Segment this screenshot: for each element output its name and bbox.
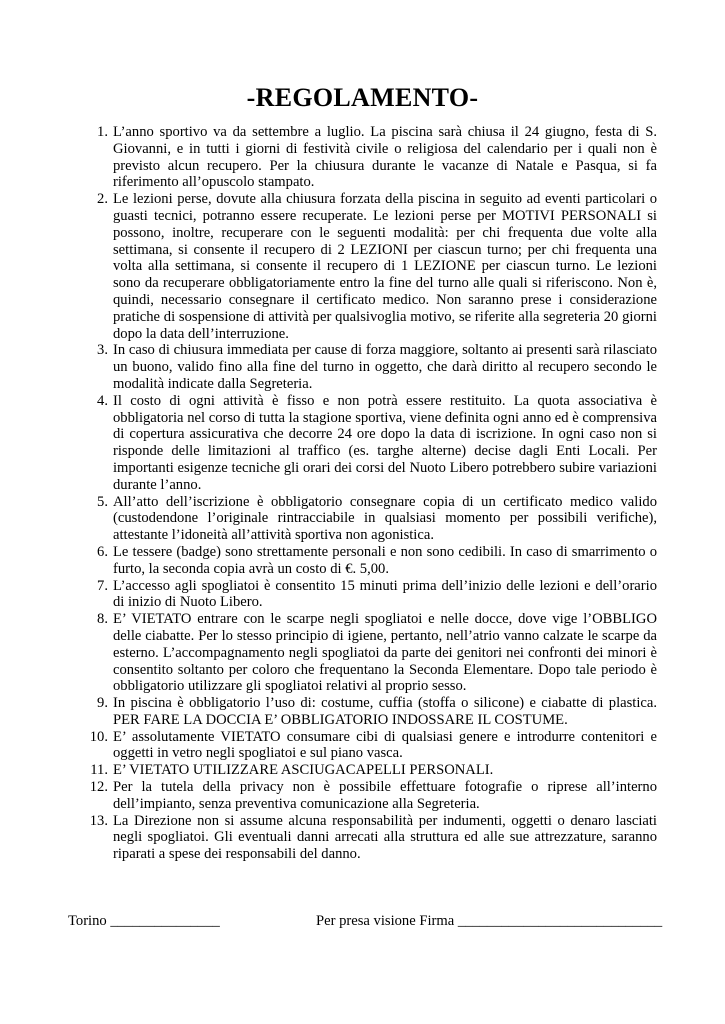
rule-text: In caso di chiusura immediata per cause di forza maggiore, soltanto ai presenti sarà rilasciato un buono, valido fino alla fine del turno in oggetto, che darà diritto al recupero secondo le modalità indicate dalla Segreteria. — [113, 342, 657, 392]
rule-text: Il costo di ogni attività è fisso e non potrà essere restituito. La quota associativa è obbligatoria nel corso di tutta la stagione sportiva, viene definita ogni anno ed è comprensiva di copertura assicurativa che decorre 24 ore dopo la data di iscrizione. In ogni caso non si risponde delle limitazioni al traffico (es. targhe alterne) decise dagli Enti Locali. Per importanti esigenze tecniche gli orari dei corsi del Nuoto Libero potrebbero subire variazioni durante l’anno. — [113, 392, 657, 493]
rule-text: La Direzione non si assume alcuna responsabilità per indumenti, oggetti o denaro lasciati negli spogliatoi. Gli eventuali danni arrecati alla struttura ed alle sue attrezzature, saranno riparati a spese dei responsabili del danno. — [113, 812, 657, 863]
rule-text: L’anno sportivo va da settembre a luglio. La piscina sarà chiusa il 24 giugno, festa di S. Giovanni, e in tutti i giorni di festività civile o religiosa del calendario per i quali non è previsto alcun recupero. Per la chiusura durante le vacanze di Natale e Pasqua, si fa riferimento all’opuscolo stampato. — [113, 124, 657, 191]
rule-item — [80, 342, 657, 392]
rule-text: Le lezioni perse, dovute alla chiusura forzata della piscina in seguito ad eventi particolari o guasti tecnici, potranno essere recuperate. Le lezioni perse per MOTIVI PERSONALI si possono, inoltre, recuperare con le seguenti modalità: per chi frequenta due volte alla settimana, si consente il recupero di 2 LEZIONI per ciascun turno; per chi frequenta una volta alla settimana, si consente il recupero di 1 LEZIONE per ciascun turno. Le lezioni sono da recuperare obbligatoriamente entro la fine del turno alle quali si riferiscono. Non è, quindi, necessario consegnare il certificato medico. Non saranno prese i considerazione pratiche di sospensione di attività per qualsivoglia motivo, se riferite alla segreteria 20 giorni dopo la data dell’interruzione. — [113, 191, 657, 342]
rule-text: In piscina è obbligatorio l’uso di: costume, cuffia (stoffa o silicone) e ciabatte di plastica. PER FARE LA DOCCIA E’ OBBLIGATORIO INDOSSARE IL COSTUME. — [113, 695, 657, 728]
rule-item — [80, 695, 657, 729]
rule-item — [80, 191, 657, 342]
rule-item — [80, 611, 657, 695]
footer-signature-line: Per presa visione Firma ____________________________ — [316, 913, 663, 929]
rules-list — [80, 124, 657, 863]
rule-item — [80, 544, 657, 578]
rule-item — [80, 578, 657, 612]
rule-text: L’accesso agli spogliatoi è consentito 15 minuti prima dell’inizio delle lezioni e dell’orario di inizio di Nuoto Libero. — [113, 577, 657, 611]
rule-number: 3. — [97, 342, 108, 359]
rule-text: E’ VIETATO UTILIZZARE ASCIUGACAPELLI PERSONALI. — [113, 762, 494, 779]
rule-item — [80, 813, 657, 863]
footer-city-line: Torino _______________ — [68, 913, 220, 929]
rule-number: 11. — [90, 762, 108, 779]
rule-number: 1. — [97, 124, 108, 140]
rule-text: All’atto dell’iscrizione è obbligatorio consegnare copia di un certificato medico valido (custodendone l’originale rintracciabile in qualsiasi momento per possibili verifiche), attestante l’idoneità all’attività sportiva non agonistica. — [113, 493, 657, 544]
rule-number: 2. — [97, 191, 108, 208]
rule-item — [80, 779, 657, 813]
rule-item — [80, 729, 657, 763]
rule-item — [80, 494, 657, 544]
rule-text: Per la tutela della privacy non è possibile effettuare fotografie o riprese all’interno dell’impianto, senza preventiva comunicazione alla Segreteria. — [113, 779, 657, 812]
rule-number: 10. — [89, 728, 108, 745]
rule-number: 4. — [97, 392, 108, 409]
rule-number: 8. — [97, 611, 108, 628]
rule-item — [80, 393, 657, 494]
rule-number: 6. — [97, 543, 108, 560]
rule-number: 9. — [97, 695, 108, 712]
rule-number: 7. — [97, 577, 108, 594]
rule-number: 12. — [89, 779, 108, 796]
rule-text: Le tessere (badge) sono strettamente personali e non sono cedibili. In caso di smarrimento o furto, la seconda copia avrà un costo di €. 5,00. — [113, 543, 657, 577]
document-title: -REGOLAMENTO- — [246, 83, 479, 112]
rule-number: 13. — [89, 812, 108, 829]
rule-item — [80, 762, 657, 779]
rule-number: 5. — [97, 493, 108, 510]
rule-text: E’ VIETATO entrare con le scarpe negli spogliatoi e nelle docce, dove vige l’OBBLIGO delle ciabatte. Per lo stesso principio di igiene, pertanto, nell’atrio vanno calzate le scarpe da esterno. L’accompagnamento negli spogliatoi da parte dei genitori nei confronti dei minori è consentito soltanto per coloro che frequentano la Seconda Elementare. Dopo tale periodo è obbligatorio utilizzare gli spogliatoi relativi al proprio sesso. — [113, 611, 657, 695]
rule-text: E’ assolutamente VIETATO consumare cibi di qualsiasi genere e introdurre contenitori e oggetti in vetro negli spogliatoi e sul piano vasca. — [113, 728, 657, 762]
rule-item — [80, 124, 657, 191]
